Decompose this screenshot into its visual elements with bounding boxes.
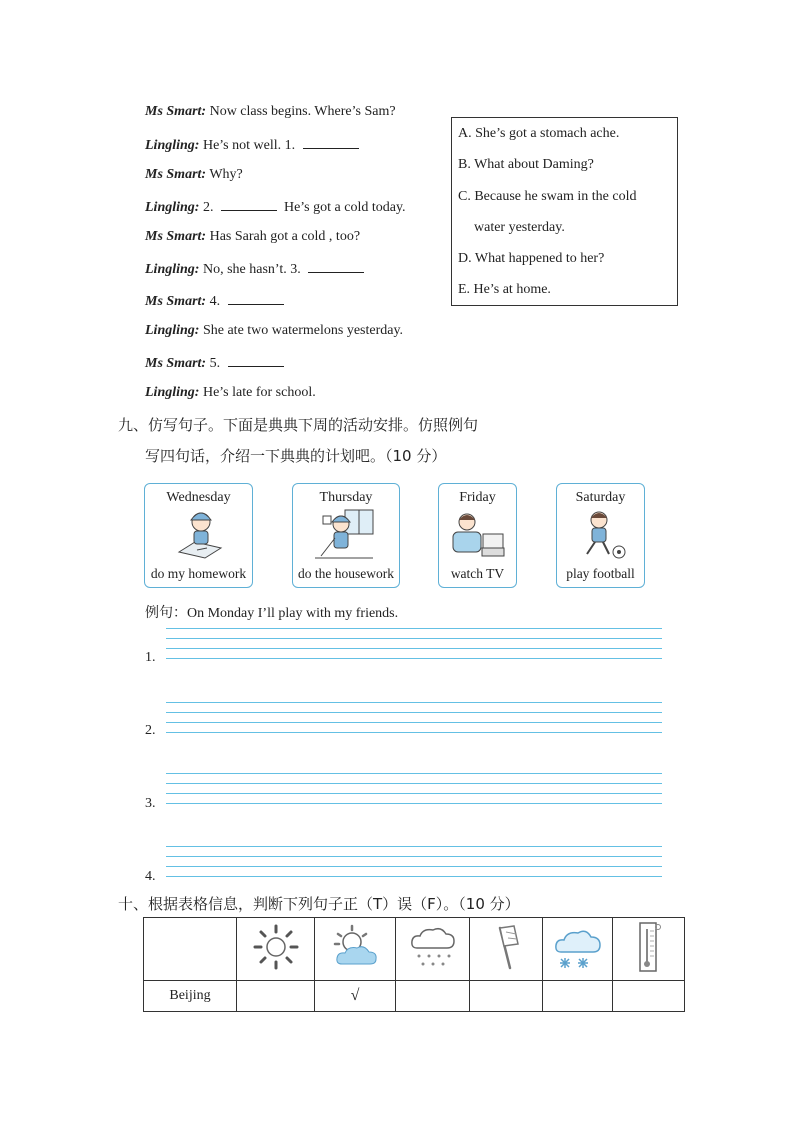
answer-cell[interactable] [470, 981, 543, 1012]
row-label: Beijing [144, 981, 237, 1012]
dialogue-line: Ms Smart: 5. [145, 352, 284, 374]
sunny-icon [251, 922, 301, 972]
icon-row [144, 918, 685, 981]
icon-cell [613, 918, 685, 981]
answer-blank-2[interactable] [221, 196, 277, 211]
answer-blank-1[interactable] [303, 134, 359, 149]
writing-lines-4[interactable] [166, 846, 662, 880]
writing-lines-1[interactable] [166, 628, 662, 662]
watch-tv-boy-icon [449, 510, 507, 558]
housework-boy-icon [315, 508, 379, 560]
option-d: D. What happened to her? [458, 251, 605, 266]
card-day: Saturday [575, 490, 626, 505]
card-activity: do my homework [150, 566, 247, 581]
option-c: C. Because he swam in the cold [458, 189, 637, 204]
dialogue-line: Lingling: No, she hasn’t. 3. [145, 258, 364, 280]
dialogue-line: Ms Smart: Has Sarah got a cold , too? [145, 229, 361, 244]
table-row [144, 981, 685, 1012]
icon-cell [543, 918, 613, 981]
weather-table [143, 917, 685, 1012]
thermometer-icon [634, 921, 664, 973]
activity-card-wednesday [144, 483, 253, 588]
activity-card-saturday [556, 483, 645, 588]
options-box [451, 117, 678, 306]
rainy-icon [407, 922, 459, 972]
activity-card-friday [438, 483, 517, 588]
icon-cell [470, 918, 543, 981]
section-9-heading: 九、仿写句子。下面是典典下周的活动安排。仿照例句 [118, 416, 479, 434]
empty-cell [144, 918, 237, 981]
activity-card-thursday [292, 483, 400, 588]
homework-boy-icon [175, 508, 225, 560]
answer-blank-3[interactable] [308, 258, 364, 273]
answer-blank-4[interactable] [228, 290, 284, 305]
card-activity: do the housework [298, 566, 394, 581]
icon-cell [396, 918, 470, 981]
section-9-instruction: 写四句话，介绍一下典典的计划吧。（10 分） [145, 447, 447, 465]
dialogue-line: Ms Smart: Now class begins. Where’s Sam? [145, 104, 396, 119]
writing-lines-3[interactable] [166, 773, 662, 807]
option-e: E. He’s at home. [458, 282, 551, 297]
dialogue-line: Lingling: He’s not well. 1. [145, 134, 359, 156]
card-activity: play football [566, 566, 635, 581]
card-day: Friday [459, 490, 496, 505]
check-mark: √ [315, 981, 396, 1012]
section-10-heading: 十、根据表格信息，判断下列句子正（T）误（F）。（10 分） [118, 895, 520, 913]
dialogue-line: Lingling: He’s late for school. [145, 385, 316, 400]
dialogue-line: Lingling: 2. He’s got a cold today. [145, 196, 406, 218]
partly-cloudy-icon [328, 922, 382, 972]
answer-cell[interactable] [237, 981, 315, 1012]
answer-cell[interactable] [396, 981, 470, 1012]
line-number: 4. [145, 869, 156, 884]
dialogue-line: Ms Smart: 4. [145, 290, 284, 312]
icon-cell [237, 918, 315, 981]
answer-blank-5[interactable] [228, 352, 284, 367]
writing-lines-2[interactable] [166, 702, 662, 736]
option-a: A. She’s got a stomach ache. [458, 126, 620, 141]
icon-cell [315, 918, 396, 981]
line-number: 2. [145, 723, 156, 738]
snowy-icon [551, 922, 605, 972]
line-number: 1. [145, 650, 156, 665]
card-day: Thursday [319, 490, 373, 505]
answer-cell[interactable] [543, 981, 613, 1012]
answer-cell[interactable] [613, 981, 685, 1012]
windy-icon [486, 922, 526, 972]
card-day: Wednesday [166, 490, 231, 505]
dialogue-line: Lingling: She ate two watermelons yesterday. [145, 323, 404, 338]
option-c-cont: water yesterday. [474, 220, 565, 235]
dialogue-line: Ms Smart: Why? [145, 167, 243, 182]
example-sentence: 例句：On Monday I’ll play with my friends. [145, 605, 399, 621]
option-b: B. What about Daming? [458, 157, 594, 172]
card-activity: watch TV [450, 566, 505, 581]
football-boy-icon [575, 508, 627, 560]
line-number: 3. [145, 796, 156, 811]
